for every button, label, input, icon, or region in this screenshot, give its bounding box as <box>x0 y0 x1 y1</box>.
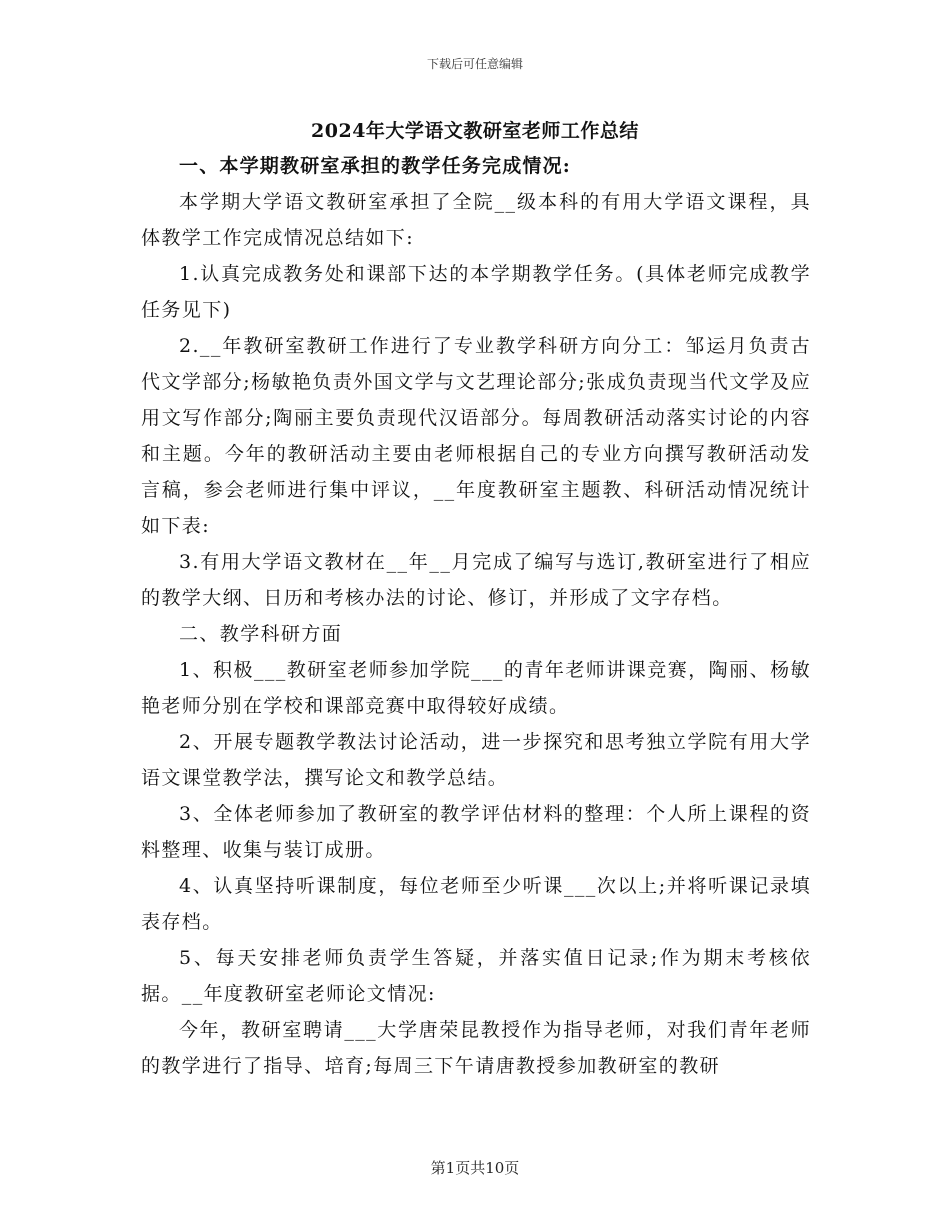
paragraph: 1.认真完成教务处和课部下达的本学期教学任务。(具体老师完成教学任务见下) <box>141 263 811 321</box>
paragraph: 3、全体老师参加了教研室的教学评估材料的整理：个人所上课程的资料整理、收集与装订成册。 <box>141 803 811 861</box>
paragraph: 1、积极___教研室老师参加学院___的青年老师讲课竞赛，陶丽、杨敏艳老师分别在学校和课部竞赛中取得较好成绩。 <box>141 659 811 717</box>
paragraph: 2.__年教研室教研工作进行了专业教学科研方向分工：邹运月负责古代文学部分;杨敏艳负责外国文学与文艺理论部分;张成负责现当代文学及应用文写作部分;陶丽主要负责现代汉语部分。每周教研活动落实讨论的内容和主题。今年的教研活动主要由老师根据自己的专业方向撰写教研活动发言稿，参会老师进行集中评议，__年度教研室主题教、科研活动情况统计如下表: <box>141 335 811 537</box>
section-heading-2: 二、教学科研方面 <box>179 623 343 645</box>
section-heading-1: 一、本学期教研室承担的教学任务完成情况: <box>179 155 572 177</box>
paragraph: 4、认真坚持听课制度，每位老师至少听课___次以上;并将听课记录填表存档。 <box>141 875 811 933</box>
paragraph: 今年，教研室聘请___大学唐荣昆教授作为指导老师，对我们青年老师的教学进行了指导、培育;每周三下午请唐教授参加教研室的教研 <box>141 1019 811 1077</box>
paragraph: 本学期大学语文教研室承担了全院__级本科的有用大学语文课程，具体教学工作完成情况总结如下: <box>141 191 811 249</box>
page-header-note: 下载后可任意编辑 <box>426 57 523 71</box>
page-footer-number: 第1页共10页 <box>430 1159 520 1177</box>
document-body <box>141 148 811 1084</box>
paragraph: 2、开展专题教学教法讨论活动，进一步探究和思考独立学院有用大学语文课堂教学法，撰写论文和教学总结。 <box>141 731 811 789</box>
document-title: 2024年大学语文教研室老师工作总结 <box>311 120 639 142</box>
paragraph: 5、每天安排老师负责学生答疑，并落实值日记录;作为期末考核依据。__年度教研室老师论文情况: <box>141 947 811 1005</box>
paragraph: 3.有用大学语文教材在__年__月完成了编写与选订,教研室进行了相应的教学大纲、日历和考核办法的讨论、修订，并形成了文字存档。 <box>141 551 811 609</box>
